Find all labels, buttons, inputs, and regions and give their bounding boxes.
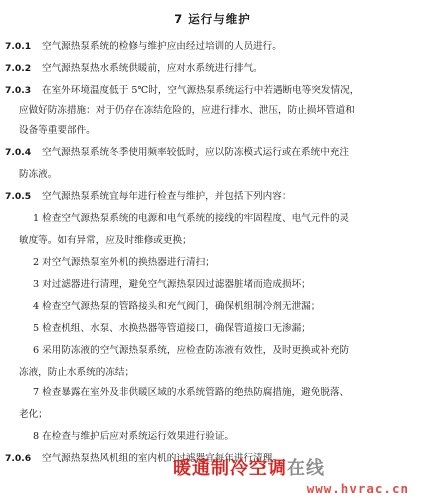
clause-text: 空气源热泵热风机组的室内机的过滤器宜每年进行清理。 — [42, 453, 282, 464]
clause-number: 7.0.5 — [5, 191, 32, 202]
clause-number: 7.0.3 — [5, 85, 32, 96]
clause-text: 1 检查空气源热泵系统的电源和电气系统的接线的牢固程度、电气元件的灵 — [33, 213, 350, 224]
clause-text: 空气源热泵系统的检修与维护应由经过培训的人员进行。 — [42, 41, 282, 52]
clause-number: 7.0.6 — [5, 453, 32, 464]
watermark-brand-red: 暖通制冷空调 — [173, 458, 287, 479]
clause-text: 2 对空气源热泵室外机的换热器进行清扫； — [33, 257, 215, 268]
watermark-url: www.hvrac.cn — [306, 481, 409, 496]
clause-number: 7.0.2 — [5, 63, 32, 74]
clause-text: 空气源热泵热水系统供暖前，应对水系统进行排气。 — [42, 63, 263, 74]
clause-text: 6 采用防冻液的空气源热泵系统，应检查防冻液有效性，及时更换或补充防 — [33, 345, 350, 356]
watermark-brand-gray: 在线 — [287, 458, 325, 479]
clause-text: 3 对过滤器进行清理，避免空气源热泵因过滤器脏堵而造成损坏； — [33, 279, 311, 290]
clause-text: 敏度等。如有异常，应及时维修或更换； — [19, 235, 192, 246]
clause-text: 7 检查暴露在室外及非供暖区域的水系统管路的绝热防腐措施，避免脱落、 — [33, 387, 350, 398]
clause-text: 应做好防冻措施：对于仍存在冻结危险的，应进行排水、泄压，防止损坏管道和 — [19, 105, 355, 116]
clause-text: 8 在检查与维护后应对系统运行效果进行验证。 — [33, 431, 235, 442]
clause-text: 空气源热泵系统宜每年进行检查与维护，并包括下列内容： — [42, 191, 292, 202]
clause-text: 防冻液。 — [19, 169, 58, 180]
clause-text: 4 检查空气源热泵的管路接头和充气阀门，确保机组制冷剂无泄漏； — [33, 301, 321, 312]
clause-text: 设备等重要部件。 — [19, 125, 96, 136]
chapter-title: 7 运行与维护 — [174, 12, 251, 26]
clause-text: 空气源热泵系统冬季使用频率较低时，应以防冻模式运行或在系统中充注 — [42, 147, 349, 158]
clause-text: 老化； — [19, 409, 48, 420]
clause-text: 5 检查机组、水泵、水换热器等管道接口，确保管道接口无渗漏； — [33, 323, 311, 334]
watermark-brand — [173, 454, 325, 480]
clause-text: 冻液，防止水系统的冻结； — [19, 367, 135, 378]
clause-number: 7.0.4 — [5, 147, 32, 158]
clause-number: 7.0.1 — [5, 41, 32, 52]
clause-text: 在室外环境温度低于 5℃时，空气源热泵系统运行中若遇断电等突发情况， — [42, 85, 360, 96]
